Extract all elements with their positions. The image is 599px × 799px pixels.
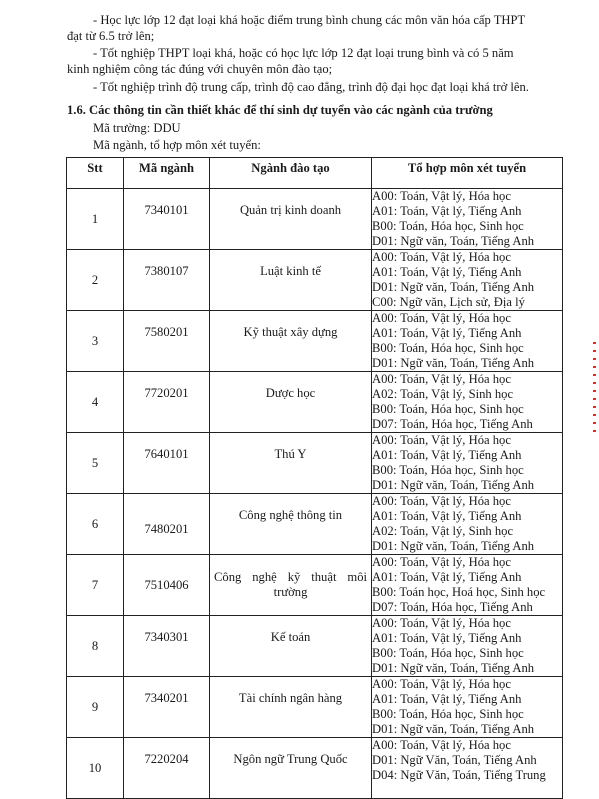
cell-nganh: Dược học [210, 372, 372, 433]
cell-to-hop [372, 616, 563, 677]
table-row [67, 311, 563, 372]
margin-marks [593, 342, 598, 438]
cell-stt: 8 [67, 616, 124, 677]
combo-line: A00: Toán, Vật lý, Hóa học [372, 494, 511, 508]
combo-line: B00: Toán, Hóa học, Sinh học [372, 707, 524, 721]
combo-line: A00: Toán, Vật lý, Hóa học [372, 677, 511, 691]
combo-line: A01: Toán, Vật lý, Tiếng Anh [372, 326, 522, 340]
table-header-row [67, 158, 563, 189]
combo-line: A00: Toán, Vật lý, Hóa học [372, 311, 511, 325]
cell-stt: 3 [67, 311, 124, 372]
bullet-1-line-1: - Học lực lớp 12 đạt loại khá hoặc điểm trung bình chung các môn văn hóa cấp THPT [93, 13, 526, 27]
cell-stt: 6 [67, 494, 124, 555]
cell-ma-nganh: 7340101 [124, 189, 210, 250]
combo-line: A00: Toán, Vật lý, Hóa học [372, 433, 511, 447]
cell-to-hop [372, 494, 563, 555]
admission-table [66, 157, 563, 799]
section-heading: 1.6. Các thông tin cần thiết khác để thí sinh dự tuyển vào các ngành của trường [67, 103, 493, 117]
table-row [67, 616, 563, 677]
cell-ma-nganh: 7580201 [124, 311, 210, 372]
combo-line: D01: Ngữ văn, Toán, Tiếng Anh [372, 356, 535, 370]
table-row [67, 250, 563, 311]
cell-stt: 4 [67, 372, 124, 433]
cell-to-hop [372, 250, 563, 311]
combo-line: D01: Ngữ văn, Toán, Tiếng Anh [372, 280, 535, 294]
cell-nganh: Thú Y [210, 433, 372, 494]
cell-nganh: Luật kinh tế [210, 250, 372, 311]
table-row [67, 677, 563, 738]
combo-line: A00: Toán, Vật lý, Hóa học [372, 189, 511, 203]
combo-line: B00: Toán, Hóa học, Sinh học [372, 219, 524, 233]
cell-stt: 9 [67, 677, 124, 738]
cell-ma-nganh: 7640101 [124, 433, 210, 494]
combo-line: A01: Toán, Vật lý, Tiếng Anh [372, 204, 522, 218]
cell-to-hop [372, 677, 563, 738]
cell-nganh: Quản trị kinh doanh [210, 189, 372, 250]
cell-nganh: Công nghệ thông tin [210, 494, 372, 555]
combo-line: D07: Toán, Hóa học, Tiếng Anh [372, 417, 533, 431]
school-code: Mã trường: DDU [93, 121, 181, 135]
cell-ma-nganh: 7220204 [124, 738, 210, 799]
cell-stt: 2 [67, 250, 124, 311]
cell-nganh: Công nghệ kỹ thuật môi trường [210, 555, 372, 616]
cell-nganh: Tài chính ngân hàng [210, 677, 372, 738]
table-row [67, 738, 563, 799]
combo-line: B00: Toán, Hóa học, Sinh học [372, 402, 524, 416]
combo-line: A00: Toán, Vật lý, Hóa học [372, 555, 511, 569]
table-caption: Mã ngành, tổ hợp môn xét tuyển: [93, 138, 261, 152]
combo-line: A01: Toán, Vật lý, Tiếng Anh [372, 509, 522, 523]
cell-to-hop [372, 738, 563, 799]
combo-line: A01: Toán, Vật lý, Tiếng Anh [372, 631, 522, 645]
combo-line: D01: Ngữ văn, Toán, Tiếng Anh [372, 539, 535, 553]
combo-line: B00: Toán, Hóa học, Sinh học [372, 463, 524, 477]
combo-line: A00: Toán, Vật lý, Hóa học [372, 250, 511, 264]
table-row [67, 372, 563, 433]
combo-line: A02: Toán, Vật lý, Sinh học [372, 524, 514, 538]
combo-line: D01: Ngữ văn, Toán, Tiếng Anh [372, 478, 535, 492]
combo-line: B00: Toán, Hóa học, Sinh học [372, 646, 524, 660]
table-row [67, 433, 563, 494]
cell-ma-nganh: 7510406 [124, 555, 210, 616]
cell-to-hop [372, 189, 563, 250]
cell-nganh: Ngôn ngữ Trung Quốc [210, 738, 372, 799]
cell-to-hop [372, 555, 563, 616]
table-row [67, 494, 563, 555]
cell-to-hop [372, 372, 563, 433]
bullet-1-line-2: đạt từ 6.5 trở lên; [67, 29, 155, 43]
cell-nganh: Kế toán [210, 616, 372, 677]
combo-line: D01: Ngữ văn, Toán, Tiếng Anh [372, 722, 535, 736]
cell-nganh: Kỹ thuật xây dựng [210, 311, 372, 372]
cell-stt: 7 [67, 555, 124, 616]
cell-ma-nganh: 7340301 [124, 616, 210, 677]
combo-line: B00: Toán, Hóa học, Sinh học [372, 341, 524, 355]
cell-stt: 10 [67, 738, 124, 799]
combo-line: D01: Ngữ văn, Toán, Tiếng Anh [372, 234, 535, 248]
combo-line: D07: Toán, Hóa học, Tiếng Anh [372, 600, 533, 614]
combo-line: A02: Toán, Vật lý, Sinh học [372, 387, 514, 401]
header-to-hop: Tổ hợp môn xét tuyển [372, 158, 563, 189]
cell-stt: 5 [67, 433, 124, 494]
table-row [67, 189, 563, 250]
cell-to-hop [372, 433, 563, 494]
table-row [67, 555, 563, 616]
cell-to-hop [372, 311, 563, 372]
combo-line: C00: Ngữ văn, Lịch sử, Địa lý [372, 295, 525, 309]
cell-ma-nganh: 7720201 [124, 372, 210, 433]
header-nganh: Ngành đào tạo [210, 158, 372, 189]
bullet-2-line-1: - Tốt nghiệp THPT loại khá, hoặc có học lực lớp 12 đạt loại trung bình và có 5 năm [93, 46, 514, 60]
combo-line: A01: Toán, Vật lý, Tiếng Anh [372, 692, 522, 706]
combo-line: A00: Toán, Vật lý, Hóa học [372, 616, 511, 630]
header-ma-nganh: Mã ngành [124, 158, 210, 189]
cell-stt: 1 [67, 189, 124, 250]
bullet-2-line-2: kinh nghiệm công tác đúng với chuyên môn đào tạo; [67, 62, 333, 76]
bullet-3: - Tốt nghiệp trình độ trung cấp, trình độ cao đẳng, trình độ đại học đạt loại khá trở lên. [93, 80, 529, 94]
combo-line: A01: Toán, Vật lý, Tiếng Anh [372, 448, 522, 462]
combo-line: B00: Toán học, Hoá học, Sinh học [372, 585, 546, 599]
cell-ma-nganh: 7480201 [124, 494, 210, 555]
cell-ma-nganh: 7380107 [124, 250, 210, 311]
combo-line: A00: Toán, Vật lý, Hóa học [372, 372, 511, 386]
cell-ma-nganh: 7340201 [124, 677, 210, 738]
combo-line: D01: Ngữ Văn, Toán, Tiếng Anh [372, 753, 537, 767]
combo-line: D04: Ngữ Văn, Toán, Tiếng Trung [372, 768, 546, 782]
combo-line: A00: Toán, Vật lý, Hóa học [372, 738, 511, 752]
combo-line: A01: Toán, Vật lý, Tiếng Anh [372, 265, 522, 279]
combo-line: D01: Ngữ văn, Toán, Tiếng Anh [372, 661, 535, 675]
header-stt: Stt [67, 158, 124, 189]
combo-line: A01: Toán, Vật lý, Tiếng Anh [372, 570, 522, 584]
